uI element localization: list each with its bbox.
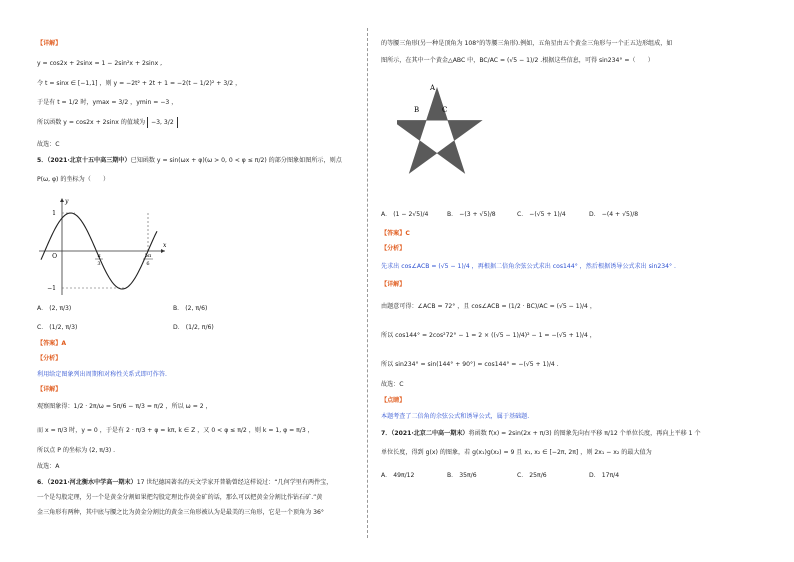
question-6-line-3: 金三角形有两种，其中底与腰之比为黄金分割比的黄金三角形被认为是最美的三角形，它是一个顶角为 36° [37, 509, 324, 516]
solution-line-1: y = cos2x + 2sinx = 1 − 2sin²x + 2sinx , [37, 60, 163, 67]
solution-line-4 [37, 120, 178, 126]
q5-option-c-value: (1/2, π/3) [49, 324, 78, 331]
q7-option-b[interactable] [447, 473, 477, 479]
detail-tag: 【详解】 [37, 40, 62, 47]
detail-line-4: 故选：A [37, 463, 60, 470]
q7-option-c[interactable] [517, 473, 547, 479]
y-axis-arrow [60, 198, 64, 202]
analysis-text: 利用给定图象列出周期和对称性关系式即可作答. [37, 371, 167, 378]
q6-option-a-label: A． [381, 211, 392, 218]
q5-option-a-label: A． [37, 305, 48, 312]
solution-line-3a: 于是有 t = 1/2 时，y [37, 99, 97, 106]
y-tick-neg1: −1 [47, 285, 56, 292]
q5-option-a-value: (2, π/3) [49, 305, 72, 312]
q6-option-c[interactable] [517, 212, 566, 218]
q7-option-c-label: C． [517, 472, 528, 479]
range-text: 所以函数 y = cos2x + 2sinx 的值域为 [37, 119, 146, 126]
point-tag: 【点睛】 [381, 397, 406, 404]
y-tick-1: 1 [52, 210, 56, 217]
pentagram-figure [397, 79, 497, 179]
question-number: 7． [381, 430, 392, 437]
analysis-text: 先求出 cos∠ACB = (√5 − 1)/4 ，再根据二倍角余弦公式求出 cos144° ，然后根据诱导公式求出 sin234° . [381, 263, 676, 270]
q6-option-d-label: D． [589, 211, 600, 218]
question-5-line-2: P(ω, φ) 的坐标为（ ） [37, 176, 110, 183]
analysis-tag: 【分析】 [37, 355, 62, 362]
q6-text-a: 图所示，在其中一个黄金△ABC 中， [381, 57, 480, 64]
question-source: （2021·河北衡水中学高一期末） [47, 479, 137, 486]
q5-option-d-value: (1/2, π/6) [185, 324, 214, 331]
q7-option-b-value: 35π/6 [459, 472, 477, 479]
origin-label: O [52, 253, 57, 260]
question-number: 6． [37, 479, 48, 486]
q7-option-d[interactable] [589, 473, 619, 479]
solution-line-3b: max = 3/2 ，y [96, 99, 140, 106]
choose-line: 故选：C [37, 141, 60, 148]
detail-line-3: 所以点 P 的坐标为 (2, π/3) . [37, 447, 116, 454]
column-divider [367, 28, 368, 538]
q7-option-b-label: B． [447, 472, 458, 479]
solution-line-3 [37, 100, 177, 106]
x-tick-5pi6-den: 6 [146, 261, 150, 267]
detail-line-2: 而 x = π/3 时，y = 0 ，于是有 2 · π/3 + φ = kπ, k ∈ Z ，又 0 < φ ≤ π/2 ，则 k = 1, φ = π/3 ， [37, 427, 314, 434]
x-tick-pi3-den: 3 [97, 261, 101, 267]
q6-option-c-label: C． [517, 211, 528, 218]
q6-option-b[interactable] [447, 212, 496, 218]
question-7-line-1 [381, 431, 701, 437]
q6-option-c-value: −(√5 + 1)/4 [529, 211, 566, 218]
question-text: 将函数 f(x) = 2sin(2x + π/3) 的图象先向右平移 π/12 个单位长度，再向上平移 1 个 [468, 430, 701, 437]
detail-line-1: 由题意可得：∠ACB = 72° ，且 cos∠ACB = (1/2 · BC)/AC = (√5 − 1)/4 ， [381, 303, 596, 310]
detail-line-2: 所以 cos144° = 2cos²72° − 1 = 2 × ((√5 − 1)/4)² − 1 = −(√5 + 1)/4 ， [381, 332, 596, 339]
q6-option-b-value: −(3 + √5)/8 [459, 211, 496, 218]
detail-line-4: 故选：C [381, 381, 404, 388]
q6-text-b: BC/AC = (√5 − 1)/2 .根据这些信息，可得 sin234° =（ ） [479, 57, 654, 64]
q6-option-d[interactable] [589, 212, 638, 218]
q7-option-d-value: 17π/4 [601, 472, 620, 479]
q6-option-a-value: (1 − 2√5)/4 [393, 211, 429, 218]
detail-line-3: 所以 sin234° = sin(144° + 90°) = cos144° = −(√5 + 1)/4 . [381, 361, 559, 368]
q5-option-b-label: B． [173, 305, 184, 312]
q7-option-d-label: D． [589, 472, 600, 479]
question-7-line-2: 单位长度，得到 g(x) 的图象，若 g(x₁)g(x₂) = 9 且 x₁, x₂ ∈ [−2π, 2π] ，则 2x₁ − x₂ 的最大值为 [381, 449, 652, 456]
point-text: 本题考查了二倍角的余弦公式和诱导公式，属于基础题. [381, 413, 530, 420]
x-axis-label: x [163, 242, 167, 249]
q6-option-a[interactable] [381, 212, 428, 218]
question-6-line-2: 一个是勾股定理，另一个是黄金分割如果把勾股定理比作黄金矿的话，那么可以把黄金分割比作钻石矿.”黄 [37, 494, 323, 501]
vertex-c-label: C [442, 106, 448, 114]
q5-option-a[interactable] [37, 306, 71, 312]
question-source: （2021·北京二中高一期末） [391, 430, 469, 437]
y-axis-label: y [65, 198, 69, 205]
analysis-tag: 【分析】 [381, 245, 406, 252]
q7-option-c-value: 25π/6 [529, 472, 547, 479]
question-text: 已知函数 y = sin(ωx + φ)(ω > 0, 0 < φ ≤ π/2) 的部分图象如图所示，则点 [130, 157, 342, 164]
answer-tag: 【答案】A [37, 340, 67, 347]
question-number: 5． [37, 157, 48, 164]
x-tick-pi3-num: π [97, 253, 101, 259]
q6-option-b-label: B． [447, 211, 458, 218]
question-source: （2021·北京十五中高三期中） [47, 157, 131, 164]
sine-graph [37, 195, 177, 299]
question-text: 17 世纪德国著名的天文学家开普勒曾经这样说过：“几何学里有两件宝， [136, 479, 333, 486]
solution-line-3c: min = −3 ， [139, 99, 178, 106]
detail-line-1: 观察图象得：1/2 · 2π/ω = 5π/6 − π/3 = π/2 ，所以 ω = 2 ， [37, 403, 212, 410]
q5-option-c[interactable] [37, 325, 77, 331]
q5-option-d-label: D． [173, 324, 184, 331]
q5-option-b[interactable] [173, 306, 207, 312]
solution-line-2: 令 t = sinx ∈ [−1,1] ，则 y = −2t² + 2t + 1 = −2(t − 1/2)² + 3/2 ， [37, 80, 242, 87]
q5-option-d[interactable] [173, 325, 214, 331]
q6-continued-line-1: 的等腰三角形(另一种是顶角为 108°的等腰三角形).例如，五角星由五个黄金三角形与一个正五边形组成，如 [381, 40, 673, 47]
q5-option-b-value: (2, π/6) [185, 305, 208, 312]
q7-option-a[interactable] [381, 473, 414, 479]
q6-continued-line-2 [381, 58, 654, 64]
detail-tag: 【详解】 [381, 281, 406, 288]
q5-option-c-label: C． [37, 324, 48, 331]
vertex-a-label: A [430, 84, 436, 92]
x-axis-arrow [161, 249, 165, 253]
x-tick-5pi6-num: 5π [144, 253, 152, 259]
answer-tag: 【答案】C [381, 230, 410, 237]
q6-option-d-value: −(4 + √5)/8 [601, 211, 639, 218]
q7-option-a-value: 49π/12 [393, 472, 415, 479]
question-5-line-1 [37, 158, 342, 164]
detail-tag-2: 【详解】 [37, 386, 62, 393]
q7-option-a-label: A． [381, 472, 392, 479]
vertex-b-label: B [414, 106, 420, 114]
question-6-line-1 [37, 480, 332, 486]
range-interval: −3, 3/2 [147, 117, 178, 128]
